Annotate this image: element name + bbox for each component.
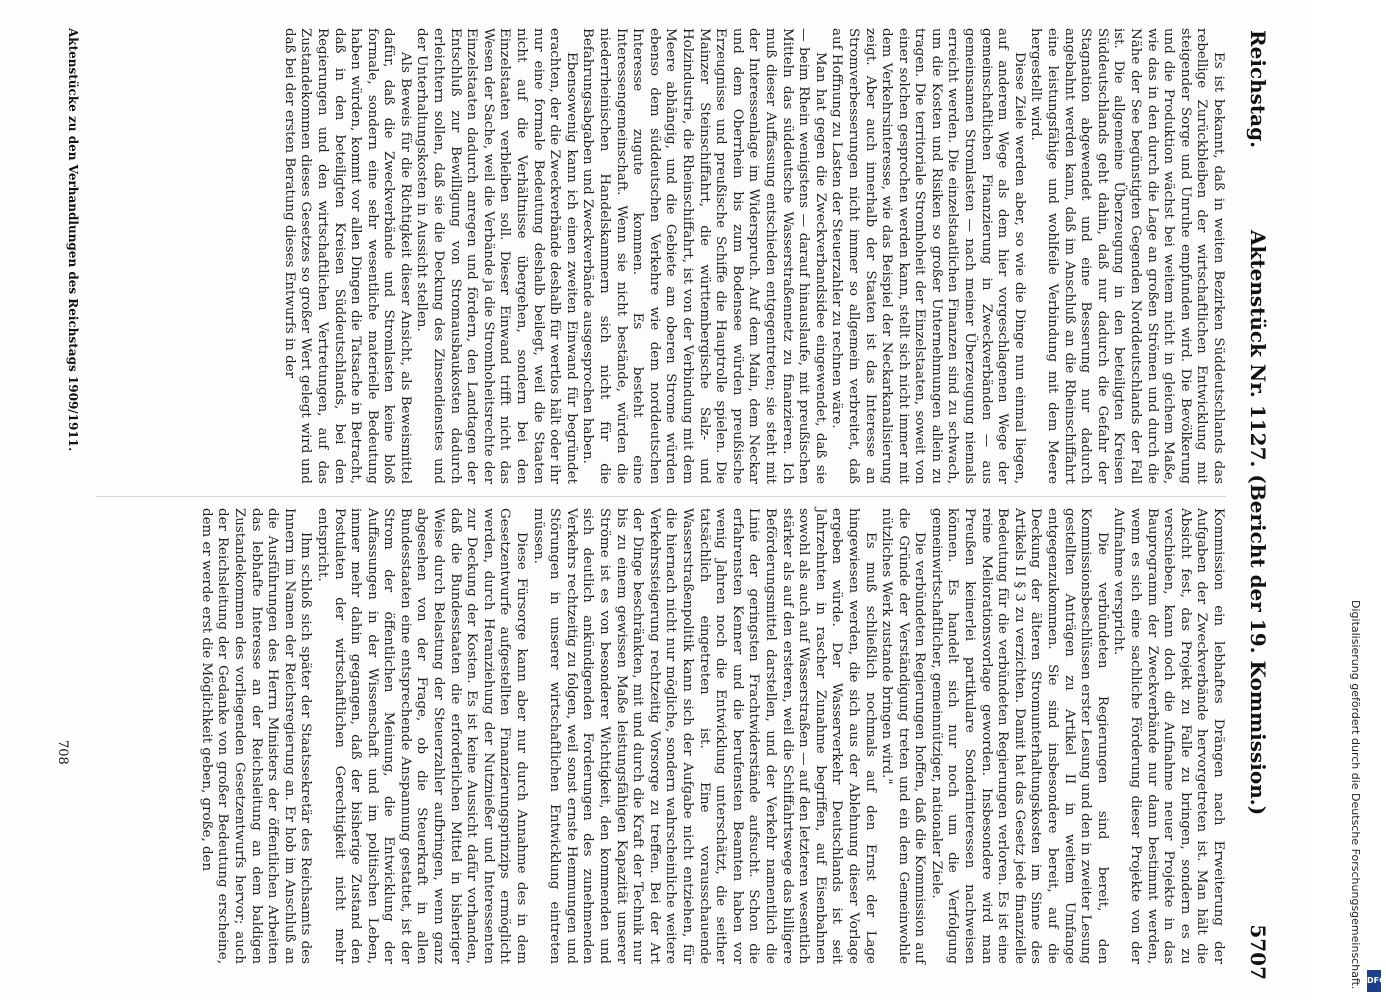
- header-subtitle: (Bericht der 19. Kommission.): [1246, 474, 1270, 816]
- header-center: [1246, 230, 1270, 815]
- right-column: [197, 508, 1226, 964]
- left-paragraph-3: Man hat gegen die Zweckverbandsidee eingewendet, daß sie — beim Rhein wenigstens — darauf hinauslaufe, mit preußischen Mitteln das süddeutsche Wasserstraßennetz zu finanzieren. Ich muß dieser Auffassung entschieden entgegentreten; sie steht mit der Interessenlage im Widerspruch. Auf dem Main, dem Neckar und dem Oberrhein bis zum Bodensee würden preußische Erzeugnisse und preußische Schiffe die Hauptrolle spielen. Die Mainzer Steinschiffahrt, die württembergische Salz- und Holzindustrie, die Rheinschiffahrt, ist von der Verbindung mit dem Meere abhängig, und die Gebiete am oberen Strome würden ebenso dem süddeutschen Verkehre wie dem norddeutschen Interesse zugute kommen. Es besteht eine Interessengemeinschaft. Wenn sie nicht bestände, würden die niederrheinischen Handelskammern sich nicht für die Befahrungsabgaben und Zweckverbände ausgesprochen haben.: [580, 28, 828, 484]
- header-left: Reichstag.: [1246, 30, 1270, 149]
- right-paragraph-6: Ihm schloß sich später der Staatssekretär des Reichsamts des Innern im Namen der Reichsregierung an. Er hob im Anschluß an die Ausführungen des Herrn Ministers der öffentlichen Arbeiten das lebhafte Interesse an der Reichsleitung an dem baldigen Zustandekommen des vorliegenden Gesetzentwurfs hervor; auch der Reichsleitung der Gedanke von großer Bedeutung erscheine, dem er werde erst die Möglichkeit geben, große, den: [198, 508, 314, 964]
- column-divider: [96, 496, 1226, 497]
- appendix-footer: Aktenstücke zu den Verhandlungen des Reichstags 1909/1911.: [66, 28, 80, 452]
- header-page-number: 5707: [1246, 924, 1270, 980]
- footer-page-number: 708: [55, 740, 70, 765]
- right-paragraph-5: Diese Fürsorge kann aber nur durch Annahme des in dem Gesetzentwurfe aufgestellten Finanzierungsprinzips ermöglicht werden, durch Heranziehung der Nutznießer und Interessenten zur Deckung der Kosten. Es ist keine Aussicht dafür vorhanden, daß die Bundesstaaten die erforderlichen Mittel in bisheriger Weise durch Belastung der Steuerzahler aufbringen, wenn ganz abgesehen von der Frage, ob die Steuerkraft in allen Bundesstaaten eine entsprechende Anspannung gestattet, ist der Strom der öffentlichen Meinung, die Entwicklung der Auffassungen in der Wissenschaft und im politischen Leben, immer mehr dahin gegangen, daß der bisherige Zustand den Postulaten der wirtschaftlichen Gerechtigkeit nicht mehr entspricht.: [314, 508, 530, 964]
- right-paragraph-2: Die verbündeten Regierungen sind bereit, den Kommissionsbeschlüssen erster Lesung und den in zweiter Lesung gestellten Anträgen zu Artikel II in weitem Umfange entgegenzukommen. Sie sind insbesondere bereit, auf die Deckung der älteren Stromunterhaltungskosten im Sinne des Artikels II § 3 zu verzichten. Damit hat das Gesetz jede finanzielle Bedeutung für die verbündeten Regierungen verloren. Es ist eine reine Meliorationsvorlage geworden. Insbesondere wird man Preußen keinerlei partikulare Sonderinteressen nachweisen können. Es handelt sich nur noch um die Verfolgung gemeinwirtschaftlicher, gemeinnütziger, nationaler Ziele.: [928, 508, 1110, 964]
- left-paragraph-5: Als Beweis für die Richtigkeit dieser Ansicht, als Beweismittel dafür, daß die Zweckverbände und Stromlasten keine bloß formale, sondern eine sehr wesentliche materielle Bedeutung haben würden, kommt vor allen Dingen die Tatsache in Betracht, daß in den beteiligten Kreisen Süddeutschlands, bei den Regierungen und den wirtschaftlichen Vertretungen, auf das Zustandekommen dieses Gesetzes so großer Wert gelegt wird und daß bei der ersten Beratung dieses Entwurfs in der: [281, 28, 413, 484]
- page-header: [1236, 30, 1270, 980]
- left-paragraph-4: Ebensowenig kann ich einen zweiten Einwand für begründet erachten, der die Zweckverbände deshalb für wertlos hält oder ihr nur eine formale Bedeutung deshalb beilegt, weil die Staaten nicht auf die Verhältnisse übergehen, sondern bei den Einzelstaaten verbleiben soll. Dieser Einwand trifft nicht das Wesen der Sache, weil die Verbände ja die Stromhoheitsrechte der Einzelstaaten dadurch anregen und fördern, den Landtagen der Entschluß zur Bewilligung von Stromausbaukosten dadurch erleichtern sollen, daß sie die Deckung des Zinsendienstes und der Unterhaltungskosten in Aussicht stellen.: [414, 28, 579, 484]
- right-paragraph-3: Die verbündeten Regierungen hoffen, daß die Kommission auf die Gründe der Verständigung treten und ein dem Gemeinwohle nützliches Werk zustande bringen wird.": [879, 508, 928, 964]
- left-column: [280, 28, 1226, 484]
- digitization-credit: Digitalisierung gefördert durch die Deutsche Forschungsgemeinschaft.: [1349, 600, 1362, 990]
- right-paragraph-1: Kommission ein lebhaftes Drängen nach Erweiterung der Aufgaben der Zweckverbände hervorgetreten ist. Man hält die Absicht fest, das Projekt zu Falle zu bringen, sondern es zu verschieben, kann doch die Aufnahme neuer Projekte in das Bauprogramm der Zweckverbände nur dann bestimmt werden, wenn es sich eine sachliche Förderung dieser Projekte von der Aufnahme verspricht.: [1111, 508, 1226, 964]
- left-paragraph-2: Diese Ziele werden aber, so wie die Dinge nun einmal liegen, auf anderem Wege als dem hier vorgeschlagenen Wege der gemeinschaftlichen Finanzierung in Zweckverbänden — aus gemeinsamen Stromlasten — nach meiner Überzeugung niemals erreicht werden. Die einzelstaatlichen Finanzen sind zu schwach, um die Kosten und Risiken so großer Unternehmungen allein zu tragen. Die territoriale Stromhoheit der Einzelstaaten, soweit von einer solchen gesprochen werden kann, stellt sich nicht immer mit dem Verkehrsinteresse, wie das Beispiel der Neckarkanalisierung zeigt. Aber auch innerhalb der Staaten ist das Interesse an Stromverbesserungen nicht immer so allgemein verbreitet, daß auf Hoffnung zu Lasten der Steuerzahler zu rechnen wäre.: [829, 28, 1027, 484]
- left-paragraph-1: Es ist bekannt, daß in weiten Bezirken Süddeutschlands das rebellige Zurückbleiben der wirtschaftlichen Entwicklung mit steigender Sorge und Unruhe empfunden wird. Die Bevölkerung und die Produktion wächst bei weitem nicht in gleichem Maße, wie das in den durch die Lage an großen Strömen und durch die Nähe der See begünstigten Gegenden Norddeutschlands der Fall ist. Die allgemeine Überzeugung in den beteiligten Kreisen Süddeutschlands geht dahin, daß nur dadurch die Gefahr der Stagnation abgewendet und eine Besserung nur dadurch angebahnt werden kann, daß im Anschluß an die Rheinschiffahrt eine leistungsfähige und wohlfeile Verbindung mit dem Meere hergestellt wird.: [1028, 28, 1226, 484]
- right-paragraph-4: Es muß schließlich nochmals auf den Ernst der Lage hingewiesen werden, die sich aus der Ablehnung dieser Vorlage ergeben würde. Der Wasserverkehr Deutschlands ist seit Jahrzehnten in rascher Zunahme begriffen, auf Eisenbahnen sowohl als auch auf Wasserstraßen — auf den letzteren wesentlich stärker als auf den ersteren, weil die Schiffahrtswege das billigere Beförderungsmittel darstellen, und der Verkehr namentlich die Linie der geringsten Frachtwiderstände aufsucht. Schon die erfahrensten Kenner und die berufensten Beamten haben vor wenig Jahren noch die Entwicklung unterschätzt, die seither tatsächlich eingetreten ist. Eine vorausschauende Wasserstraßenpolitik kann sich der Aufgabe nicht entziehen, für die hiernach nicht nur mögliche, sondern wahrscheinliche weitere Verkehrssteigerung rechtzeitig Vorsorge zu treffen. Bei der Art der Dinge beschränkten, mit und durch die Kraft der Technik nur bis zu einem gewissen Maße leistungsfähigen Kapazität unserer Ströme ist es von besonderer Wichtigkeit, den kommenden und sich deutlich ankündigenden Forderungen des zunehmenden Verkehrs rechtzeitig zu folgen, weil sonst ernste Hemmungen und Störungen in unserer wirtschaftlichen Entwicklung eintreten müssen.: [530, 508, 878, 964]
- header-title: Aktenstück Nr. 1127.: [1246, 230, 1270, 468]
- dfg-logo-icon: DFG: [1367, 970, 1381, 992]
